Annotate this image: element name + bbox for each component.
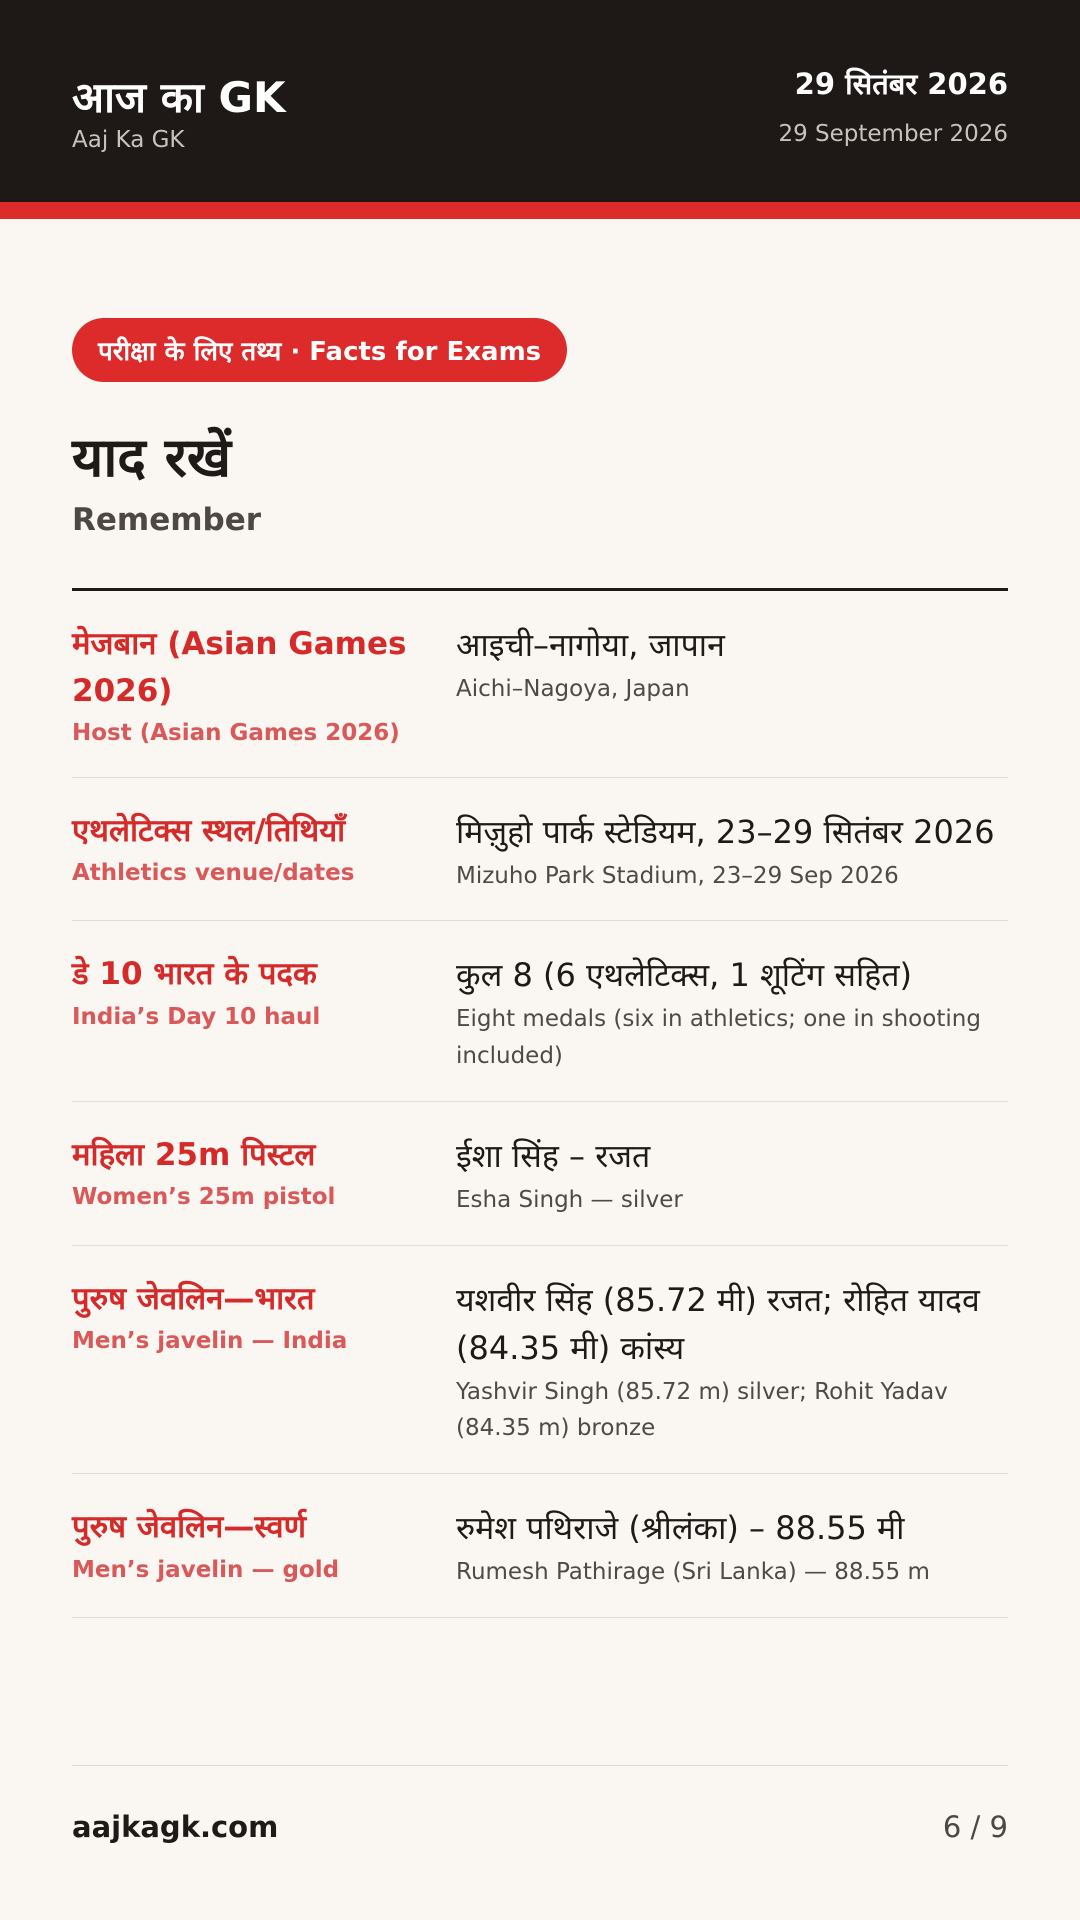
fact-label-hindi: डे 10 भारत के पदक: [72, 956, 317, 993]
fact-label-english: Women’s 25m pistol: [72, 1184, 336, 1211]
fact-value: [456, 808, 1008, 895]
fact-label-english: India’s Day 10 haul: [72, 1003, 321, 1030]
fact-value: [456, 1132, 1008, 1219]
fact-value: [456, 951, 1008, 1075]
brand-subtitle: Aaj Ka GK: [72, 127, 185, 153]
fact-label-hindi: एथलेटिक्स स्थल/तिथियाँ: [72, 812, 346, 849]
fact-label-hindi: मेजबान (Asian Games 2026): [72, 626, 407, 709]
fact-row-javelin-gold: [72, 1474, 1008, 1618]
fact-row-pistol: [72, 1102, 1008, 1246]
fact-label: [72, 1276, 456, 1448]
fact-label: [72, 808, 456, 895]
fact-label-hindi: महिला 25m पिस्टल: [72, 1136, 316, 1173]
fact-label-english: Athletics venue/dates: [72, 860, 355, 886]
fact-value: [456, 1276, 1008, 1448]
fact-value-english: Yashvir Singh (85.72 m) silver; Rohit Yadav (84.35 m) bronze: [456, 1378, 948, 1442]
fact-label: [72, 1504, 456, 1591]
brand-title: आज का GK: [72, 73, 286, 122]
fact-label: [72, 1132, 456, 1219]
fact-label: [72, 621, 456, 751]
fact-value-english: Rumesh Pathirage (Sri Lanka) — 88.55 m: [456, 1559, 930, 1586]
fact-row-javelin-india: [72, 1246, 1008, 1475]
fact-value: [456, 1504, 1008, 1591]
fact-label-english: Men’s javelin — India: [72, 1328, 348, 1355]
page-subtitle: Remember: [72, 502, 262, 538]
fact-value-english: Mizuho Park Stadium, 23–29 Sep 2026: [456, 862, 899, 889]
fact-label-english: Host (Asian Games 2026): [72, 720, 400, 746]
page-indicator: 6 / 9: [942, 1810, 1008, 1844]
date-english: 29 September 2026: [778, 121, 1008, 147]
fact-label-hindi: पुरुष जेवलिन—भारत: [72, 1280, 315, 1317]
fact-row-venue: [72, 778, 1008, 922]
fact-value-english: Esha Singh — silver: [456, 1186, 683, 1213]
fact-value-hindi: रुमेश पथिराजे (श्रीलंका) – 88.55 मी: [456, 1509, 905, 1548]
fact-value-hindi: ईशा सिंह – रजत: [456, 1136, 651, 1175]
fact-value: [456, 621, 1008, 751]
date-hindi: 29 सितंबर 2026: [794, 67, 1008, 101]
fact-label-english: Men’s javelin — gold: [72, 1556, 340, 1583]
fact-value-english: Aichi–Nagoya, Japan: [456, 676, 690, 702]
header-bar: [0, 0, 1080, 219]
fact-value-english: Eight medals (six in athletics; one in shooting included): [456, 1006, 981, 1070]
category-badge: परीक्षा के लिए तथ्य · Facts for Exams: [72, 318, 567, 382]
fact-value-hindi: यशवीर सिंह (85.72 मी) रजत; रोहित यादव (84.35 मी) कांस्य: [456, 1280, 980, 1367]
fact-value-hindi: आइची–नागोया, जापान: [456, 626, 725, 664]
fact-label-hindi: पुरुष जेवलिन—स्वर्ण: [72, 1509, 307, 1546]
page-title: याद रखें: [72, 426, 232, 489]
footer-divider: [72, 1765, 1008, 1766]
fact-value-hindi: कुल 8 (6 एथलेटिक्स, 1 शूटिंग सहित): [456, 956, 913, 995]
fact-label: [72, 951, 456, 1075]
footer-site-link[interactable]: aajkagk.com: [72, 1810, 279, 1844]
facts-list: [72, 591, 1008, 1618]
fact-row-host: [72, 591, 1008, 778]
fact-value-hindi: मिज़ुहो पार्क स्टेडियम, 23–29 सितंबर 2026: [456, 812, 995, 851]
fact-row-medal-haul: [72, 921, 1008, 1102]
